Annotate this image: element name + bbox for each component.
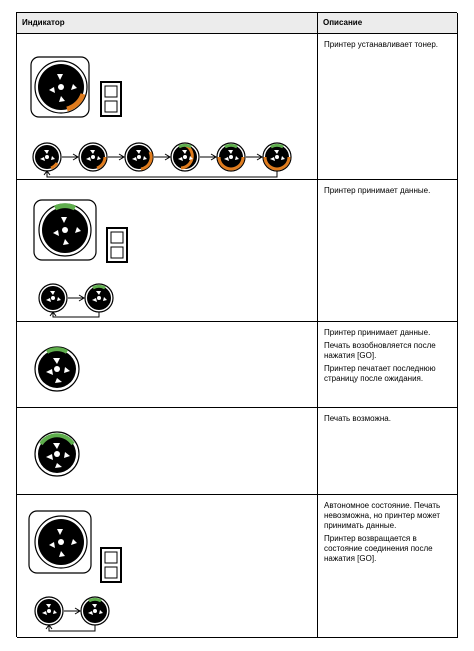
column-header-description: Описание (318, 13, 458, 34)
column-header-indicator: Индикатор (17, 13, 318, 34)
description-line: Принтер принимает данные. (324, 186, 431, 195)
row-1-description-cell (318, 34, 458, 180)
small-dial-icon (35, 597, 63, 625)
medium-dial-icon (35, 347, 79, 391)
medium-dial-icon (35, 432, 79, 476)
description-line: Печать возобновляется после нажатия [GO]. (324, 341, 436, 360)
indicator-table (16, 12, 457, 637)
film-strip-icon (101, 548, 121, 582)
row-3-indicator-cell (17, 322, 318, 408)
offline-indicator-illustration (17, 495, 318, 638)
description-line: Принтер принимает данные. (324, 328, 431, 337)
description-line: Автономное состояние. Печать невозможна, но принтер может принимать данные. (324, 501, 441, 530)
ready-indicator-illustration (17, 408, 318, 495)
small-dial-icon (81, 597, 109, 625)
large-dial-icon (35, 516, 87, 568)
large-dial-icon (39, 204, 91, 256)
small-dial-icon (39, 284, 67, 312)
row-3-description-cell (318, 322, 458, 408)
receiving-data-indicator-illustration (17, 180, 318, 322)
row-2-indicator-cell (17, 180, 318, 322)
description-line: Принтер возвращается в состояние соединения после нажатия [GO]. (324, 534, 433, 563)
toner-install-indicator-illustration (17, 34, 318, 180)
resume-printing-indicator-illustration (17, 322, 318, 408)
film-strip-icon (107, 228, 127, 262)
description-line: Принтер печатает последнюю страницу после ожидания. (324, 364, 436, 383)
row-2-description-cell (318, 180, 458, 322)
film-strip-icon (101, 82, 121, 116)
description-line: Печать возможна. (324, 414, 391, 423)
row-4-indicator-cell (17, 408, 318, 495)
row-4-description-cell (318, 408, 458, 495)
large-dial-icon (35, 61, 87, 113)
small-dial-icon (85, 284, 113, 312)
description-line: Принтер устанавливает тонер. (324, 40, 439, 49)
row-5-indicator-cell (17, 495, 318, 638)
row-5-description-cell (318, 495, 458, 638)
row-1-indicator-cell (17, 34, 318, 180)
